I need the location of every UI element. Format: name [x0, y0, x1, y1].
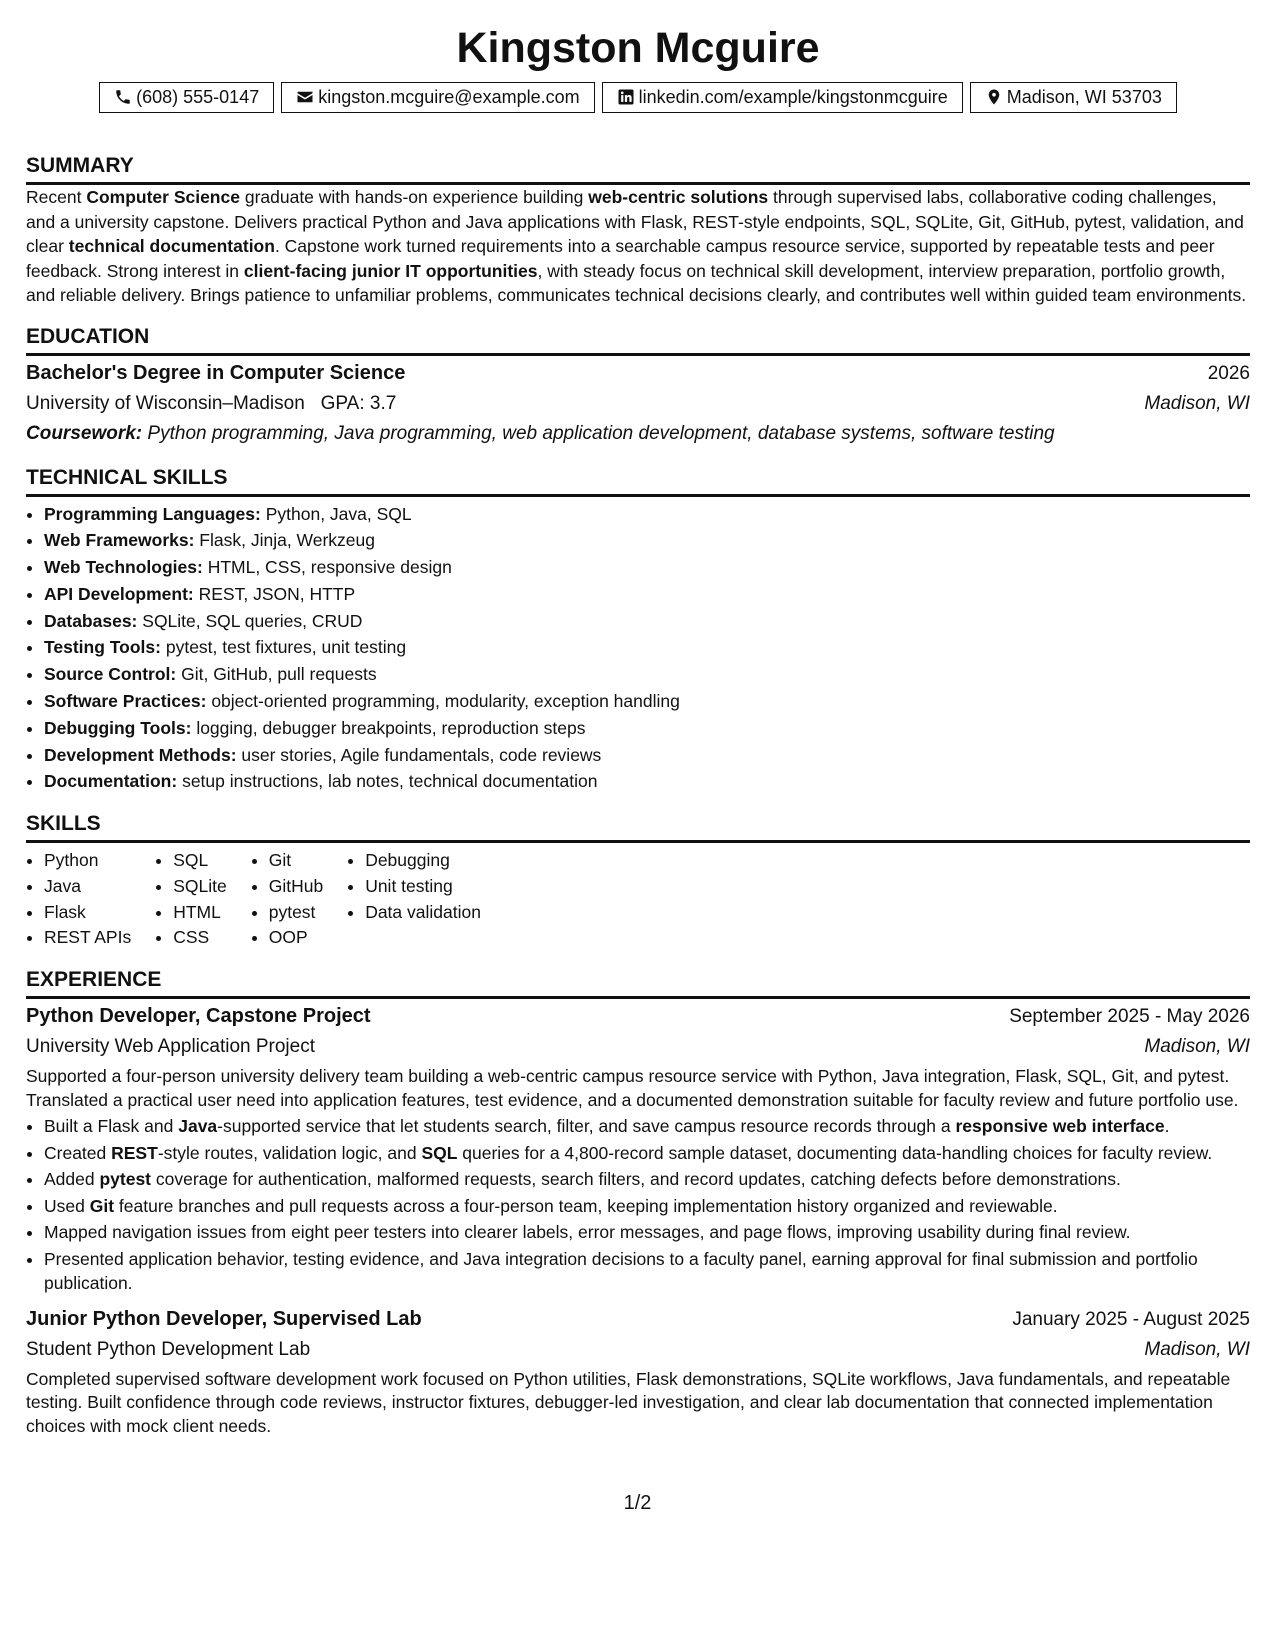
skills-section [26, 811, 1250, 951]
list-item: • Created REST-style routes, validation logic, and SQL queries for a 4,800-record sample dataset, documenting data-handling choices for faculty review. [44, 1141, 1250, 1166]
list-item: • Web Frameworks: Flask, Jinja, Werkzeug [44, 527, 1250, 554]
resume-page [26, 20, 1250, 1440]
skills-column-4 [347, 848, 481, 951]
linkedin-icon [617, 88, 635, 106]
coursework: Coursework: Python programming, Java programming, web application development, database systems, software testing [26, 422, 1055, 444]
list-item: • Debugging [365, 848, 481, 874]
skills-column-2 [155, 848, 227, 951]
summary-heading: SUMMARY [26, 153, 1250, 185]
technical-skills-list [26, 501, 1250, 796]
list-item: • Programming Languages: Python, Java, SQL [44, 501, 1250, 528]
job-bullets [26, 1114, 1250, 1296]
list-item: • Presented application behavior, testing evidence, and Java integration decisions to a faculty panel, earning approval for final submission and portfolio publication. [44, 1247, 1250, 1296]
school-location: Madison, WI [1144, 392, 1250, 414]
contact-bar [26, 82, 1250, 113]
summary-section [26, 153, 1250, 308]
list-item: • REST APIs [44, 925, 131, 951]
list-item: • Python [44, 848, 131, 874]
list-item: • GitHub [269, 874, 323, 900]
graduation-year: 2026 [1207, 362, 1250, 384]
list-item: • SQL [173, 848, 227, 874]
technical-skills-section [26, 465, 1250, 796]
list-item: • HTML [173, 900, 227, 926]
list-item: • API Development: REST, JSON, HTTP [44, 581, 1250, 608]
list-item: • Added pytest coverage for authentication, malformed requests, search filters, and record updates, catching defects before demonstrations. [44, 1167, 1250, 1192]
list-item: • SQLite [173, 874, 227, 900]
job-location: Madison, WI [1144, 1036, 1250, 1058]
contact-linkedin[interactable] [602, 82, 963, 113]
gpa: GPA: 3.7 [320, 392, 397, 414]
experience-section [26, 967, 1250, 1438]
skills-column-3 [251, 848, 323, 951]
education-heading: EDUCATION [26, 324, 1250, 356]
job-location: Madison, WI [1144, 1338, 1250, 1360]
job-title: Junior Python Developer, Supervised Lab [26, 1307, 422, 1330]
list-item: • Development Methods: user stories, Agile fundamentals, code reviews [44, 742, 1250, 769]
list-item: • Used Git feature branches and pull requests across a four-person team, keeping implementation history organized and reviewable. [44, 1194, 1250, 1219]
job-entry [26, 1001, 1250, 1296]
list-item: • Databases: SQLite, SQL queries, CRUD [44, 608, 1250, 635]
email-text: kingston.mcguire@example.com [318, 87, 580, 107]
job-entry [26, 1304, 1250, 1439]
skills-column-1 [26, 848, 131, 951]
experience-heading: EXPERIENCE [26, 967, 1250, 999]
job-title: Python Developer, Capstone Project [26, 1005, 371, 1028]
map-pin-icon [985, 88, 1003, 106]
education-section [26, 324, 1250, 449]
list-item: • Mapped navigation issues from eight peer testers into clearer labels, error messages, and page flows, improving usability during final review. [44, 1220, 1250, 1245]
skills-columns [26, 848, 1250, 951]
page-number: 1/2 [623, 1492, 652, 1514]
list-item: • Source Control: Git, GitHub, pull requests [44, 661, 1250, 688]
school-name: University of Wisconsin–Madison GPA: 3.7 [26, 392, 397, 414]
list-item: • OOP [269, 925, 323, 951]
contact-email[interactable] [281, 82, 594, 113]
phone-text: (608) 555-0147 [136, 87, 260, 107]
list-item: • Git [269, 848, 323, 874]
job-dates: September 2025 - May 2026 [1009, 1006, 1250, 1028]
list-item: • CSS [173, 925, 227, 951]
list-item: • Web Technologies: HTML, CSS, responsive design [44, 554, 1250, 581]
contact-phone[interactable] [99, 82, 274, 113]
job-dates: January 2025 - August 2025 [1012, 1308, 1250, 1330]
summary-text: Recent Computer Science graduate with hands-on experience building web-centric solutions through supervised labs, collaborative coding challenges, and a university capstone. Delivers practical Python and Java applications with Flask, REST-style endpoints, SQL, SQLite, Git, GitHub, pytest, validation, and clear technical documentation. Capstone work turned requirements into a searchable campus resource service, supported by repeatable tests and peer feedback. Strong interest in client-facing junior IT opportunities, with steady focus on technical skill development, interview preparation, portfolio growth, and reliable delivery. Brings patience to unfamiliar problems, communicates technical decisions clearly, and contributes well within guided team environments. [26, 187, 1247, 305]
degree-title: Bachelor's Degree in Computer Science [26, 361, 406, 384]
list-item: • Flask [44, 900, 131, 926]
list-item: • Software Practices: object-oriented programming, modularity, exception handling [44, 688, 1250, 715]
list-item: • pytest [269, 900, 323, 926]
list-item: • Documentation: setup instructions, lab notes, technical documentation [44, 768, 1250, 795]
job-organization: Student Python Development Lab [26, 1338, 311, 1360]
candidate-name: Kingston Mcguire [456, 24, 820, 72]
list-item: • Built a Flask and Java-supported service that let students search, filter, and save campus resource records through a responsive web interface. [44, 1114, 1250, 1139]
job-description: Supported a four-person university delivery team building a web-centric campus resource service with Python, Java integration, Flask, SQL, Git, and pytest. Translated a practical user need into application features, test evidence, and a documented demonstration suitable for faculty review and future portfolio use. [26, 1066, 1239, 1110]
linkedin-text: linkedin.com/example/kingstonmcguire [638, 87, 948, 107]
job-description: Completed supervised software development work focused on Python utilities, Flask demonstrations, SQLite workflows, Java fundamentals, and repeatable testing. Built confidence through code reviews, instructor fixtures, debugger-led investigation, and clear lab documentation that connected implementation choices with mock client needs. [26, 1368, 1231, 1436]
list-item: • Debugging Tools: logging, debugger breakpoints, reproduction steps [44, 715, 1250, 742]
contact-location [970, 82, 1177, 113]
location-text: Madison, WI 53703 [1006, 87, 1162, 107]
list-item: • Testing Tools: pytest, test fixtures, unit testing [44, 634, 1250, 661]
list-item: • Java [44, 874, 131, 900]
list-item: • Unit testing [365, 874, 481, 900]
technical-skills-heading: TECHNICAL SKILLS [26, 465, 1250, 497]
phone-icon [114, 88, 132, 106]
envelope-icon [296, 88, 314, 106]
list-item: • Data validation [365, 900, 481, 926]
job-organization: University Web Application Project [26, 1036, 315, 1058]
skills-heading: SKILLS [26, 811, 1250, 843]
